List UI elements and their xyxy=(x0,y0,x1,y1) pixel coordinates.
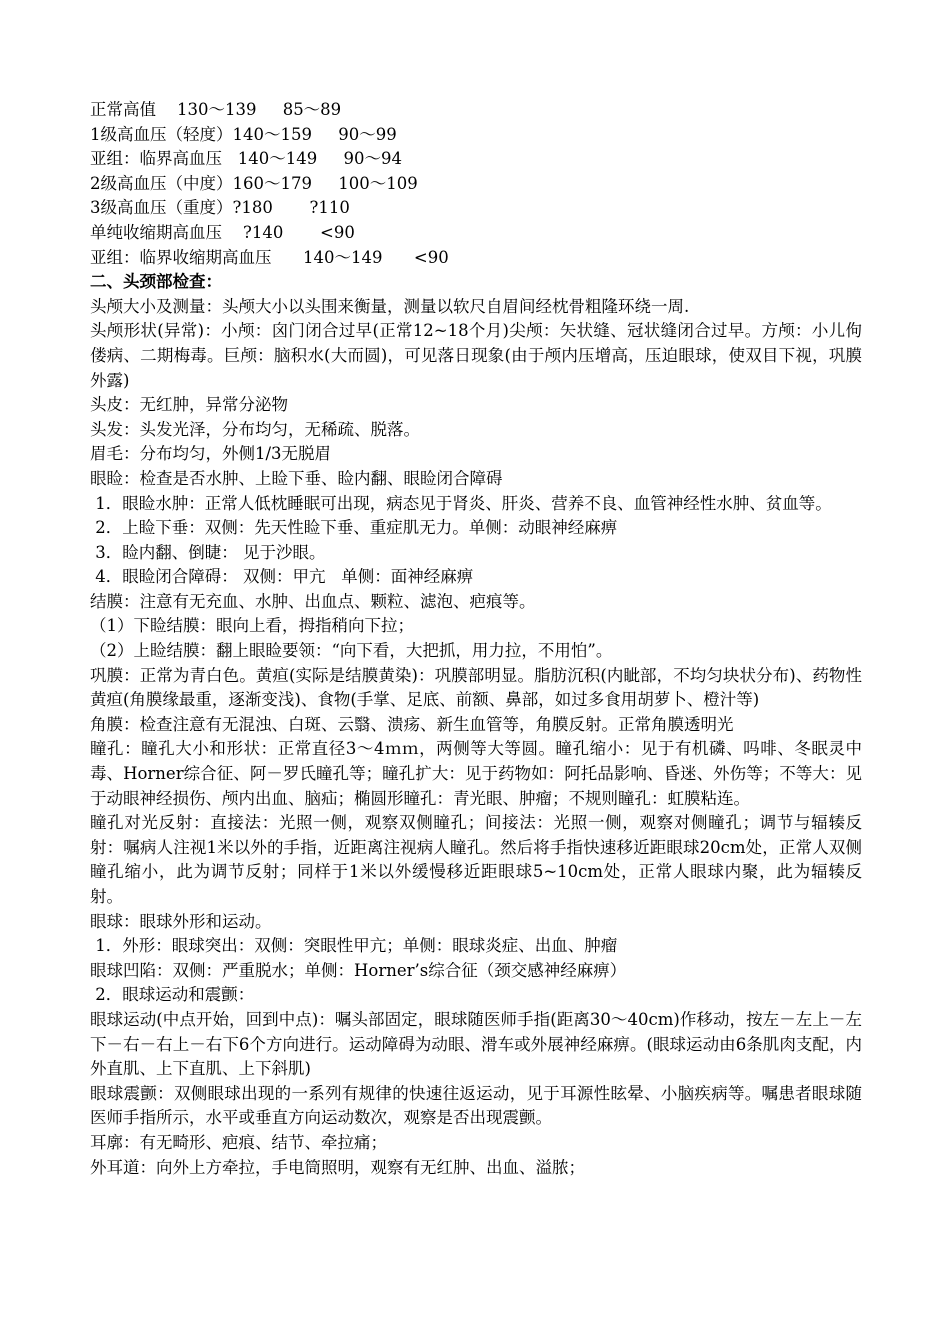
list-item-lower-conjunctiva: （1）下睑结膜：眼向上看，拇指稍向下拉； xyxy=(90,616,414,636)
paragraph-nystagmus: 眼球震颤：双侧眼球出现的一系列有规律的快速往返运动，见于耳源性眩晕、小脑疾病等。嘱患者眼球随医师手指所示，水平或垂直方向运动数次，观察是否出现震颤。 xyxy=(90,1083,862,1128)
paragraph-hair: 头发：头发光泽，分布均匀，无稀疏、脱落。 xyxy=(90,419,420,439)
document-page xyxy=(90,98,862,1180)
bp-grade-2: 2级高血压（中度）160～179 100～109 xyxy=(90,173,418,193)
paragraph-eyeball: 眼球：眼球外形和运动。 xyxy=(90,911,272,931)
paragraph-enophthalmos: 眼球凹陷：双侧：严重脱水；单侧：Horner’s综合征（颈交感神经麻痹） xyxy=(90,960,627,980)
bp-normal-high: 正常高值 130～139 85～89 xyxy=(90,100,342,119)
list-item-eyelid-edema: 1．眼睑水肿：正常人低枕睡眠可出现，病态见于肾炎、肝炎、营养不良、血管神经性水肿、贫血等。 xyxy=(90,493,832,513)
section-heading: 二、头颈部检查： xyxy=(90,272,222,292)
bp-grade-3: 3级高血压（重度）?180 ?110 xyxy=(90,198,350,218)
list-item-eyeball-shape: 1．外形：眼球突出：双侧：突眼性甲亢；单侧：眼球炎症、出血、肿瘤 xyxy=(90,936,618,956)
paragraph-pupil-reflex: 瞳孔对光反射：直接法：光照一侧，观察双侧瞳孔；间接法：光照一侧，观察对侧瞳孔；调节与辐辏反射：嘱病人注视1米以外的手指，近距离注视病人瞳孔。然后将手指快速移近距眼球20cm处，正常人双侧瞳孔缩小，此为调节反射；同样于1米以外缓慢移近距眼球5~10cm处，正常人眼球内聚，此为辐辏反射。 xyxy=(90,813,862,906)
paragraph-conjunctiva: 结膜：注意有无充血、水肿、出血点、颗粒、滤泡、疤痕等。 xyxy=(90,591,536,611)
paragraph-auricle: 耳廓：有无畸形、疤痕、结节、牵拉痛； xyxy=(90,1132,387,1152)
list-item-lid-closure: 4．眼睑闭合障碍： 双侧：甲亢 单侧：面神经麻痹 xyxy=(90,567,474,587)
list-item-eye-movement: 2．眼球运动和震颤： xyxy=(90,985,255,1005)
paragraph-eyebrows: 眉毛：分布均匀，外侧1/3无脱眉 xyxy=(90,444,332,464)
bp-isolated-systolic: 单纯收缩期高血压 ?140 <90 xyxy=(90,222,355,242)
bp-grade-1: 1级高血压（轻度）140～159 90～99 xyxy=(90,124,397,144)
paragraph-pupil: 瞳孔：瞳孔大小和形状：正常直径3～4ｍｍ，两侧等大等圆。瞳孔缩小：见于有机磷、吗啡、冬眠灵中毒、Horner综合征、阿－罗氏瞳孔等；瞳孔扩大：见于药物如：阿托品影响、昏迷、外伤等；不等大：见于动眼神经损伤、颅内出血、脑疝；椭圆形瞳孔：青光眼、肿瘤；不规则瞳孔：虹膜粘连。 xyxy=(90,739,862,808)
paragraph-scalp: 头皮：无红肿，异常分泌物 xyxy=(90,395,288,415)
list-item-upper-conjunctiva: （2）上睑结膜：翻上眼睑要领：“向下看，大把抓，用力拉，不用怕”。 xyxy=(90,641,613,661)
paragraph-sclera: 巩膜：正常为青白色。黄疸(实际是结膜黄染)：巩膜部明显。脂肪沉积(内眦部，不均匀块状分布)、药物性黄疸(角膜缘最重，逐渐变浅)、食物(手掌、足底、前额、鼻部，如过多食用胡萝卜、橙汁等) xyxy=(90,665,862,710)
paragraph-head-size: 头颅大小及测量：头颅大小以头围来衡量，测量以软尺自眉间经枕骨粗隆环绕一周. xyxy=(90,296,690,316)
bp-subgroup-borderline-systolic: 亚组：临界收缩期高血压 140～149 <90 xyxy=(90,247,449,267)
paragraph-eyelids: 眼睑：检查是否水肿、上睑下垂、睑内翻、眼睑闭合障碍 xyxy=(90,468,503,488)
bp-subgroup-borderline: 亚组：临界高血压 140～149 90～94 xyxy=(90,149,402,169)
list-item-entropion: 3．睑内翻、倒睫： 见于沙眼。 xyxy=(90,542,326,562)
paragraph-ear-canal: 外耳道：向外上方牵拉，手电筒照明，观察有无红肿、出血、溢脓； xyxy=(90,1157,585,1177)
list-item-ptosis: 2．上睑下垂：双侧：先天性睑下垂、重症肌无力。单侧：动眼神经麻痹 xyxy=(90,518,618,538)
paragraph-eye-movement: 眼球运动(中点开始，回到中点)：嘱头部固定，眼球随医师手指(距离30～40cm)作移动，按左－左上－左下－右－右上－右下6个方向进行。运动障碍为动眼、滑车或外展神经麻痹。(眼球运动由6条肌肉支配，内外直肌、上下直肌、上下斜肌) xyxy=(90,1009,862,1079)
paragraph-head-shape: 头颅形状(异常)：小颅：囟门闭合过早(正常12~18个月)尖颅：矢状缝、冠状缝闭合过早。方颅：小儿佝偻病、二期梅毒。巨颅：脑积水(大而圆)，可见落日现象(由于颅内压增高，压迫眼球，使双目下视，巩膜外露) xyxy=(90,321,862,390)
paragraph-cornea: 角膜：检查注意有无混浊、白斑、云翳、溃疡、新生血管等，角膜反射。正常角膜透明光 xyxy=(90,714,734,734)
